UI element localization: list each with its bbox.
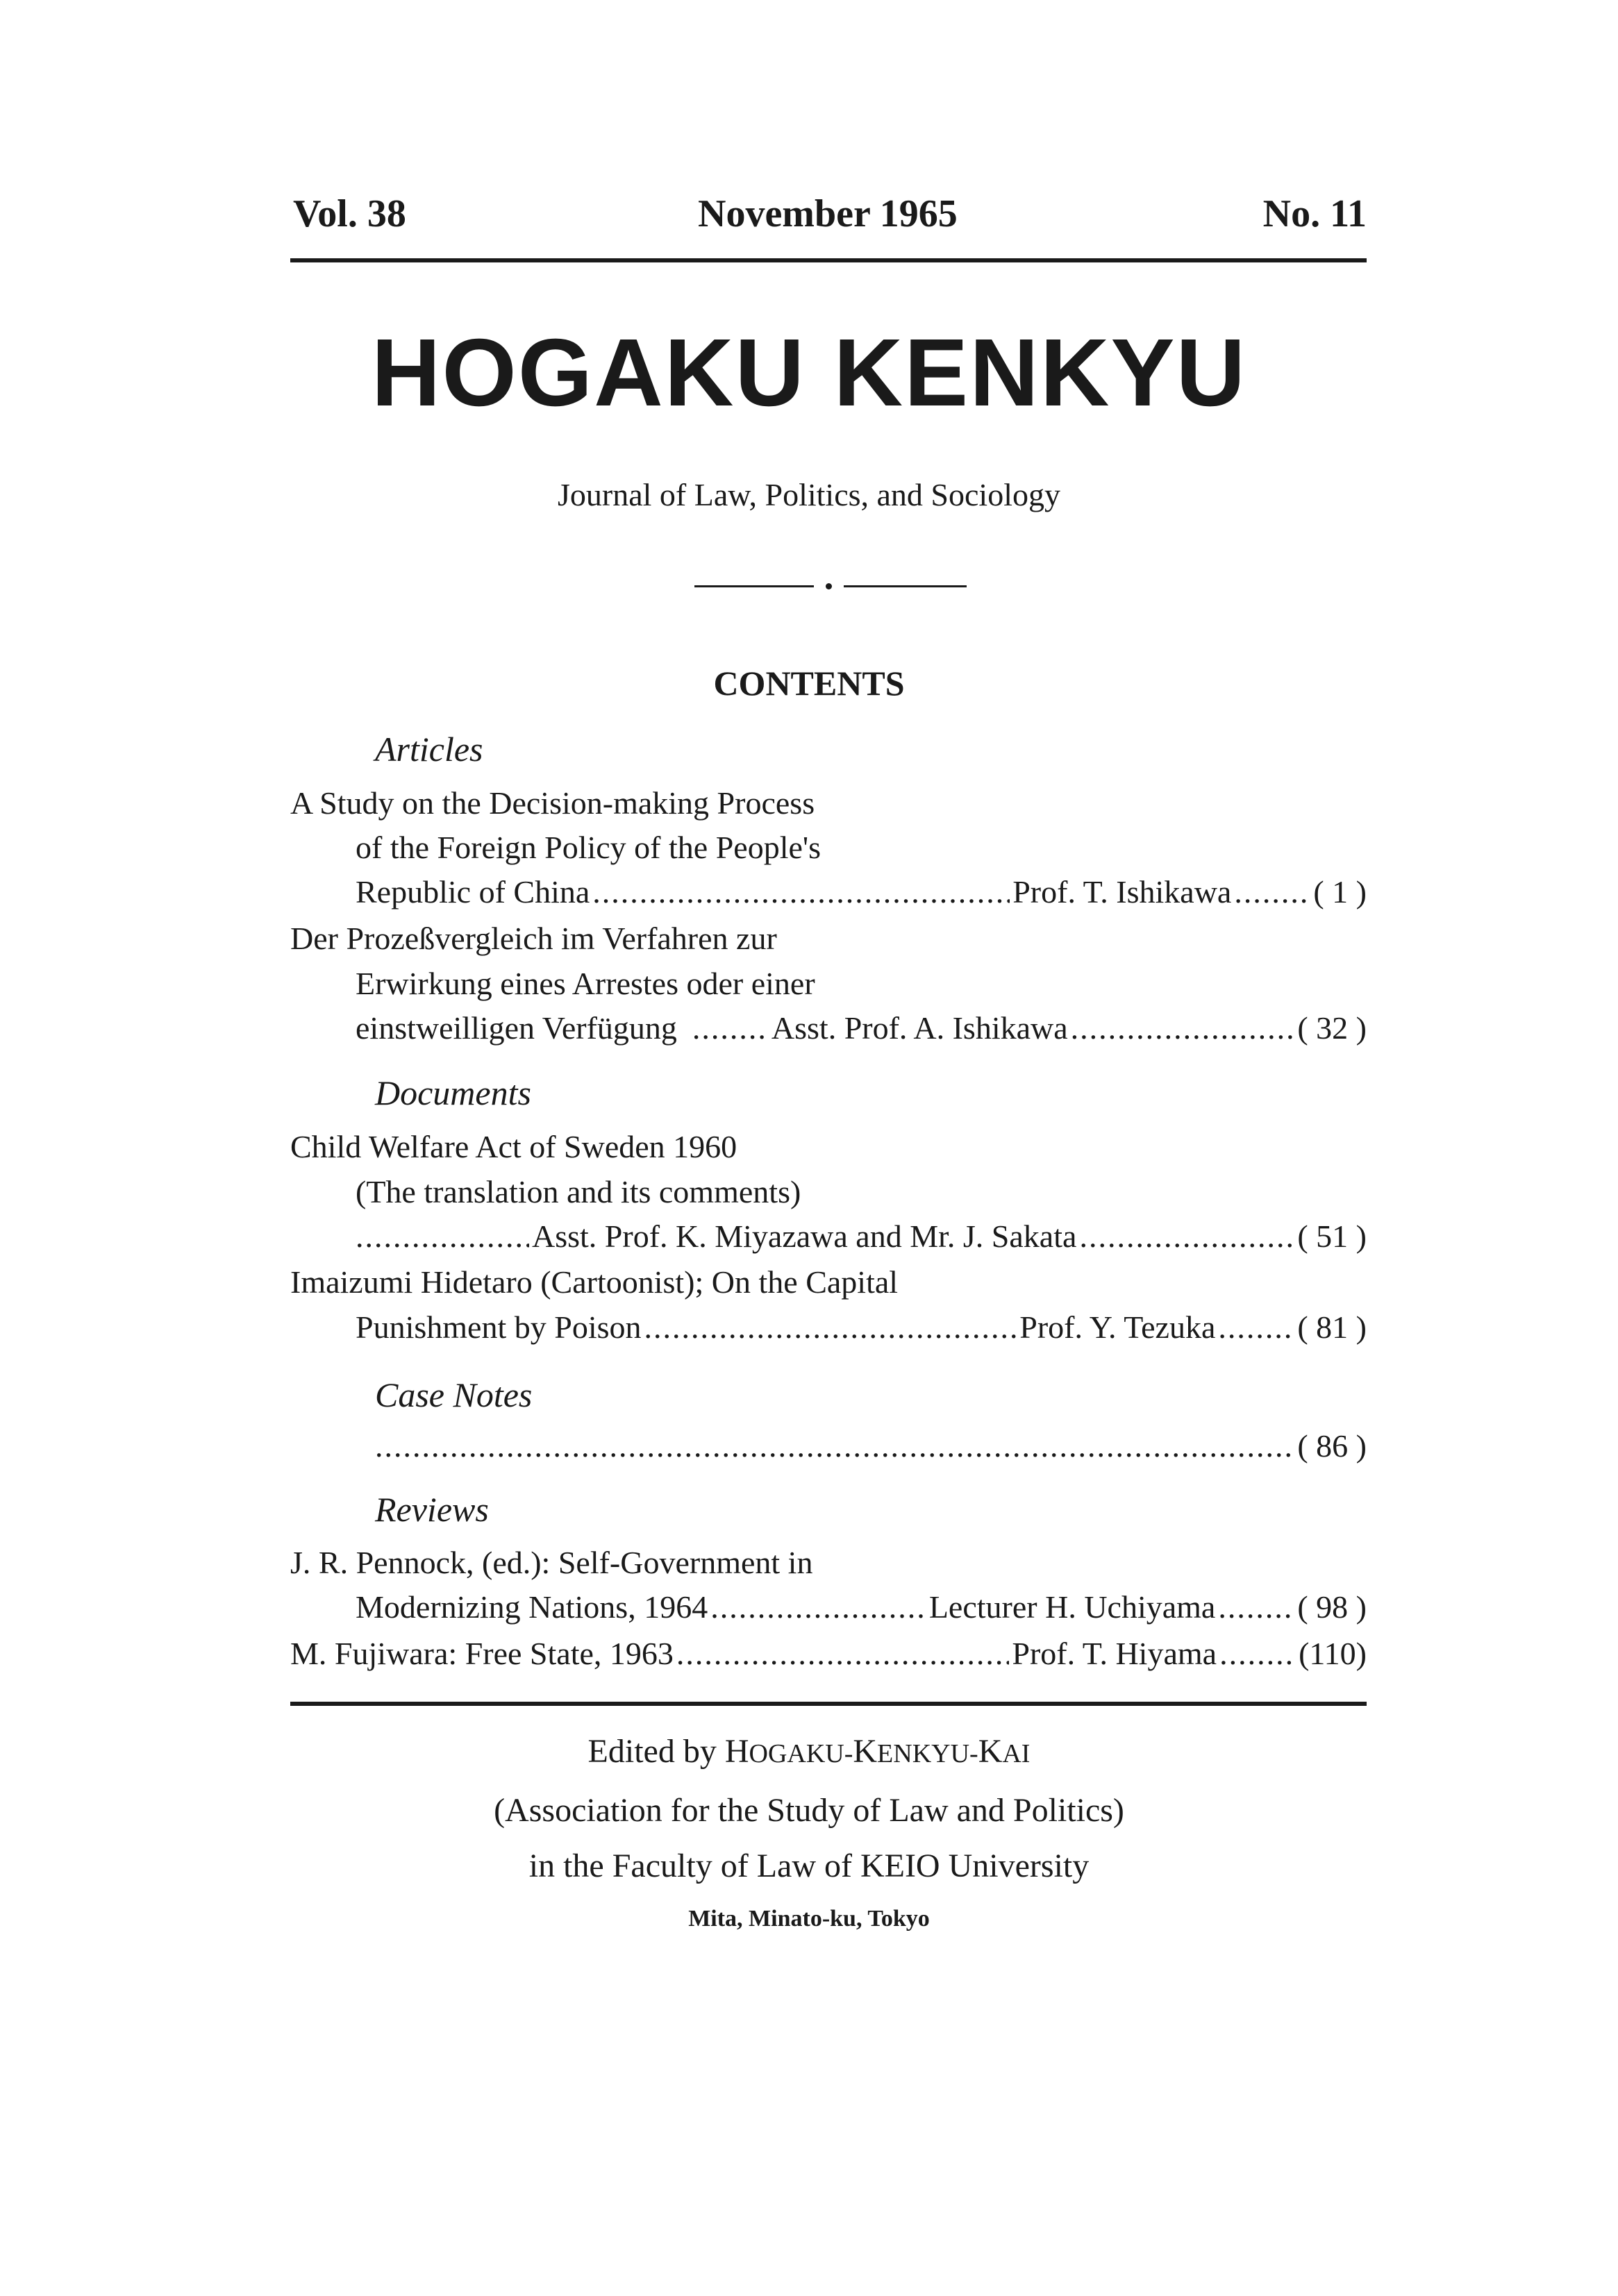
entry-author: Lecturer H. Uchiyama bbox=[928, 1589, 1216, 1625]
toc-entry-document-2 bbox=[356, 1309, 1367, 1346]
footer-editor bbox=[0, 1732, 1618, 1770]
volume-number: Vol. 38 bbox=[293, 192, 406, 235]
entry-page: ( 32 ) bbox=[1297, 1010, 1367, 1046]
issue-number: No. 11 bbox=[1262, 192, 1367, 235]
header-rule bbox=[290, 258, 1367, 262]
entry-author: Asst. Prof. K. Miyazawa and Mr. J. Sakata bbox=[532, 1218, 1077, 1254]
dot-leader bbox=[1219, 1635, 1296, 1672]
publisher-name: HOGAKU-KENKYU-KAI bbox=[724, 1733, 1031, 1770]
entry-author: Prof. T. Hiyama bbox=[1012, 1636, 1217, 1671]
entry-title-line: M. Fujiwara: Free State, 1963 bbox=[290, 1636, 674, 1671]
dot-leader bbox=[1071, 1009, 1295, 1046]
footer-rule bbox=[290, 1702, 1367, 1706]
contents-heading: CONTENTS bbox=[713, 664, 905, 703]
section-heading-case-notes: Case Notes bbox=[375, 1375, 533, 1414]
section-heading-reviews: Reviews bbox=[375, 1490, 489, 1529]
entry-author: Prof. T. Ishikawa bbox=[1012, 874, 1232, 910]
entry-title-line: Erwirkung eines Arrestes oder einer bbox=[356, 966, 815, 1001]
entry-author: Prof. Y. Tezuka bbox=[1019, 1309, 1216, 1345]
dot-leader bbox=[1234, 873, 1310, 910]
entry-page: (110) bbox=[1299, 1636, 1367, 1671]
entry-title-line: Modernizing Nations, 1964 bbox=[356, 1589, 708, 1625]
entry-page: ( 51 ) bbox=[1297, 1218, 1367, 1254]
dot-leader bbox=[644, 1309, 1017, 1346]
entry-page: ( 81 ) bbox=[1297, 1309, 1367, 1345]
dot-leader bbox=[375, 1427, 1294, 1464]
entry-title-line: Der Prozeßvergleich im Verfahren zur bbox=[290, 921, 777, 956]
footer-association: (Association for the Study of Law and Politics) bbox=[494, 1792, 1124, 1829]
dot-leader bbox=[710, 1589, 926, 1625]
footer-address: Mita, Minato-ku, Tokyo bbox=[688, 1906, 930, 1932]
toc-entry-article-2 bbox=[356, 1009, 1367, 1046]
dot-leader bbox=[1079, 1218, 1294, 1255]
dot-leader bbox=[1218, 1309, 1294, 1346]
dot-leader bbox=[592, 873, 1010, 910]
entry-title-line: A Study on the Decision-making Process bbox=[290, 785, 815, 821]
toc-entry-document-1 bbox=[356, 1218, 1367, 1255]
dot-leader bbox=[676, 1635, 1009, 1672]
entry-page: ( 98 ) bbox=[1297, 1589, 1367, 1625]
entry-title-line: einstweilligen Verfügung bbox=[356, 1010, 677, 1046]
journal-title: HOGAKU KENKYU bbox=[371, 319, 1247, 426]
edited-by-label: Edited by bbox=[587, 1733, 717, 1770]
dot-leader bbox=[692, 1009, 769, 1046]
section-heading-documents: Documents bbox=[375, 1073, 531, 1112]
footer-faculty: in the Faculty of Law of KEIO University bbox=[528, 1847, 1090, 1884]
entry-title-line: Punishment by Poison bbox=[356, 1309, 642, 1345]
toc-entry-article-1 bbox=[356, 873, 1367, 910]
entry-title-line: Republic of China bbox=[356, 874, 590, 910]
entry-title-line: Imaizumi Hidetaro (Cartoonist); On the Capital bbox=[290, 1264, 899, 1300]
entry-title-line: J. R. Pennock, (ed.): Self-Government in bbox=[290, 1545, 813, 1580]
dot-leader bbox=[1218, 1589, 1294, 1625]
journal-subtitle: Journal of Law, Politics, and Sociology bbox=[558, 477, 1060, 512]
toc-entry-review-2 bbox=[290, 1635, 1367, 1672]
entry-title-line: (The translation and its comments) bbox=[356, 1174, 801, 1209]
entry-title-line: Child Welfare Act of Sweden 1960 bbox=[290, 1129, 737, 1164]
section-heading-articles: Articles bbox=[375, 730, 483, 769]
toc-entry-review-1 bbox=[356, 1589, 1367, 1625]
toc-entry-case-notes bbox=[375, 1427, 1367, 1464]
ornament-divider bbox=[694, 582, 967, 590]
entry-page: ( 86 ) bbox=[1297, 1428, 1367, 1464]
entry-author: Asst. Prof. A. Ishikawa bbox=[771, 1010, 1068, 1046]
entry-page: ( 1 ) bbox=[1313, 874, 1367, 910]
issue-date: November 1965 bbox=[698, 192, 958, 235]
dot-leader bbox=[356, 1218, 529, 1255]
entry-title-line: of the Foreign Policy of the People's bbox=[356, 830, 821, 865]
